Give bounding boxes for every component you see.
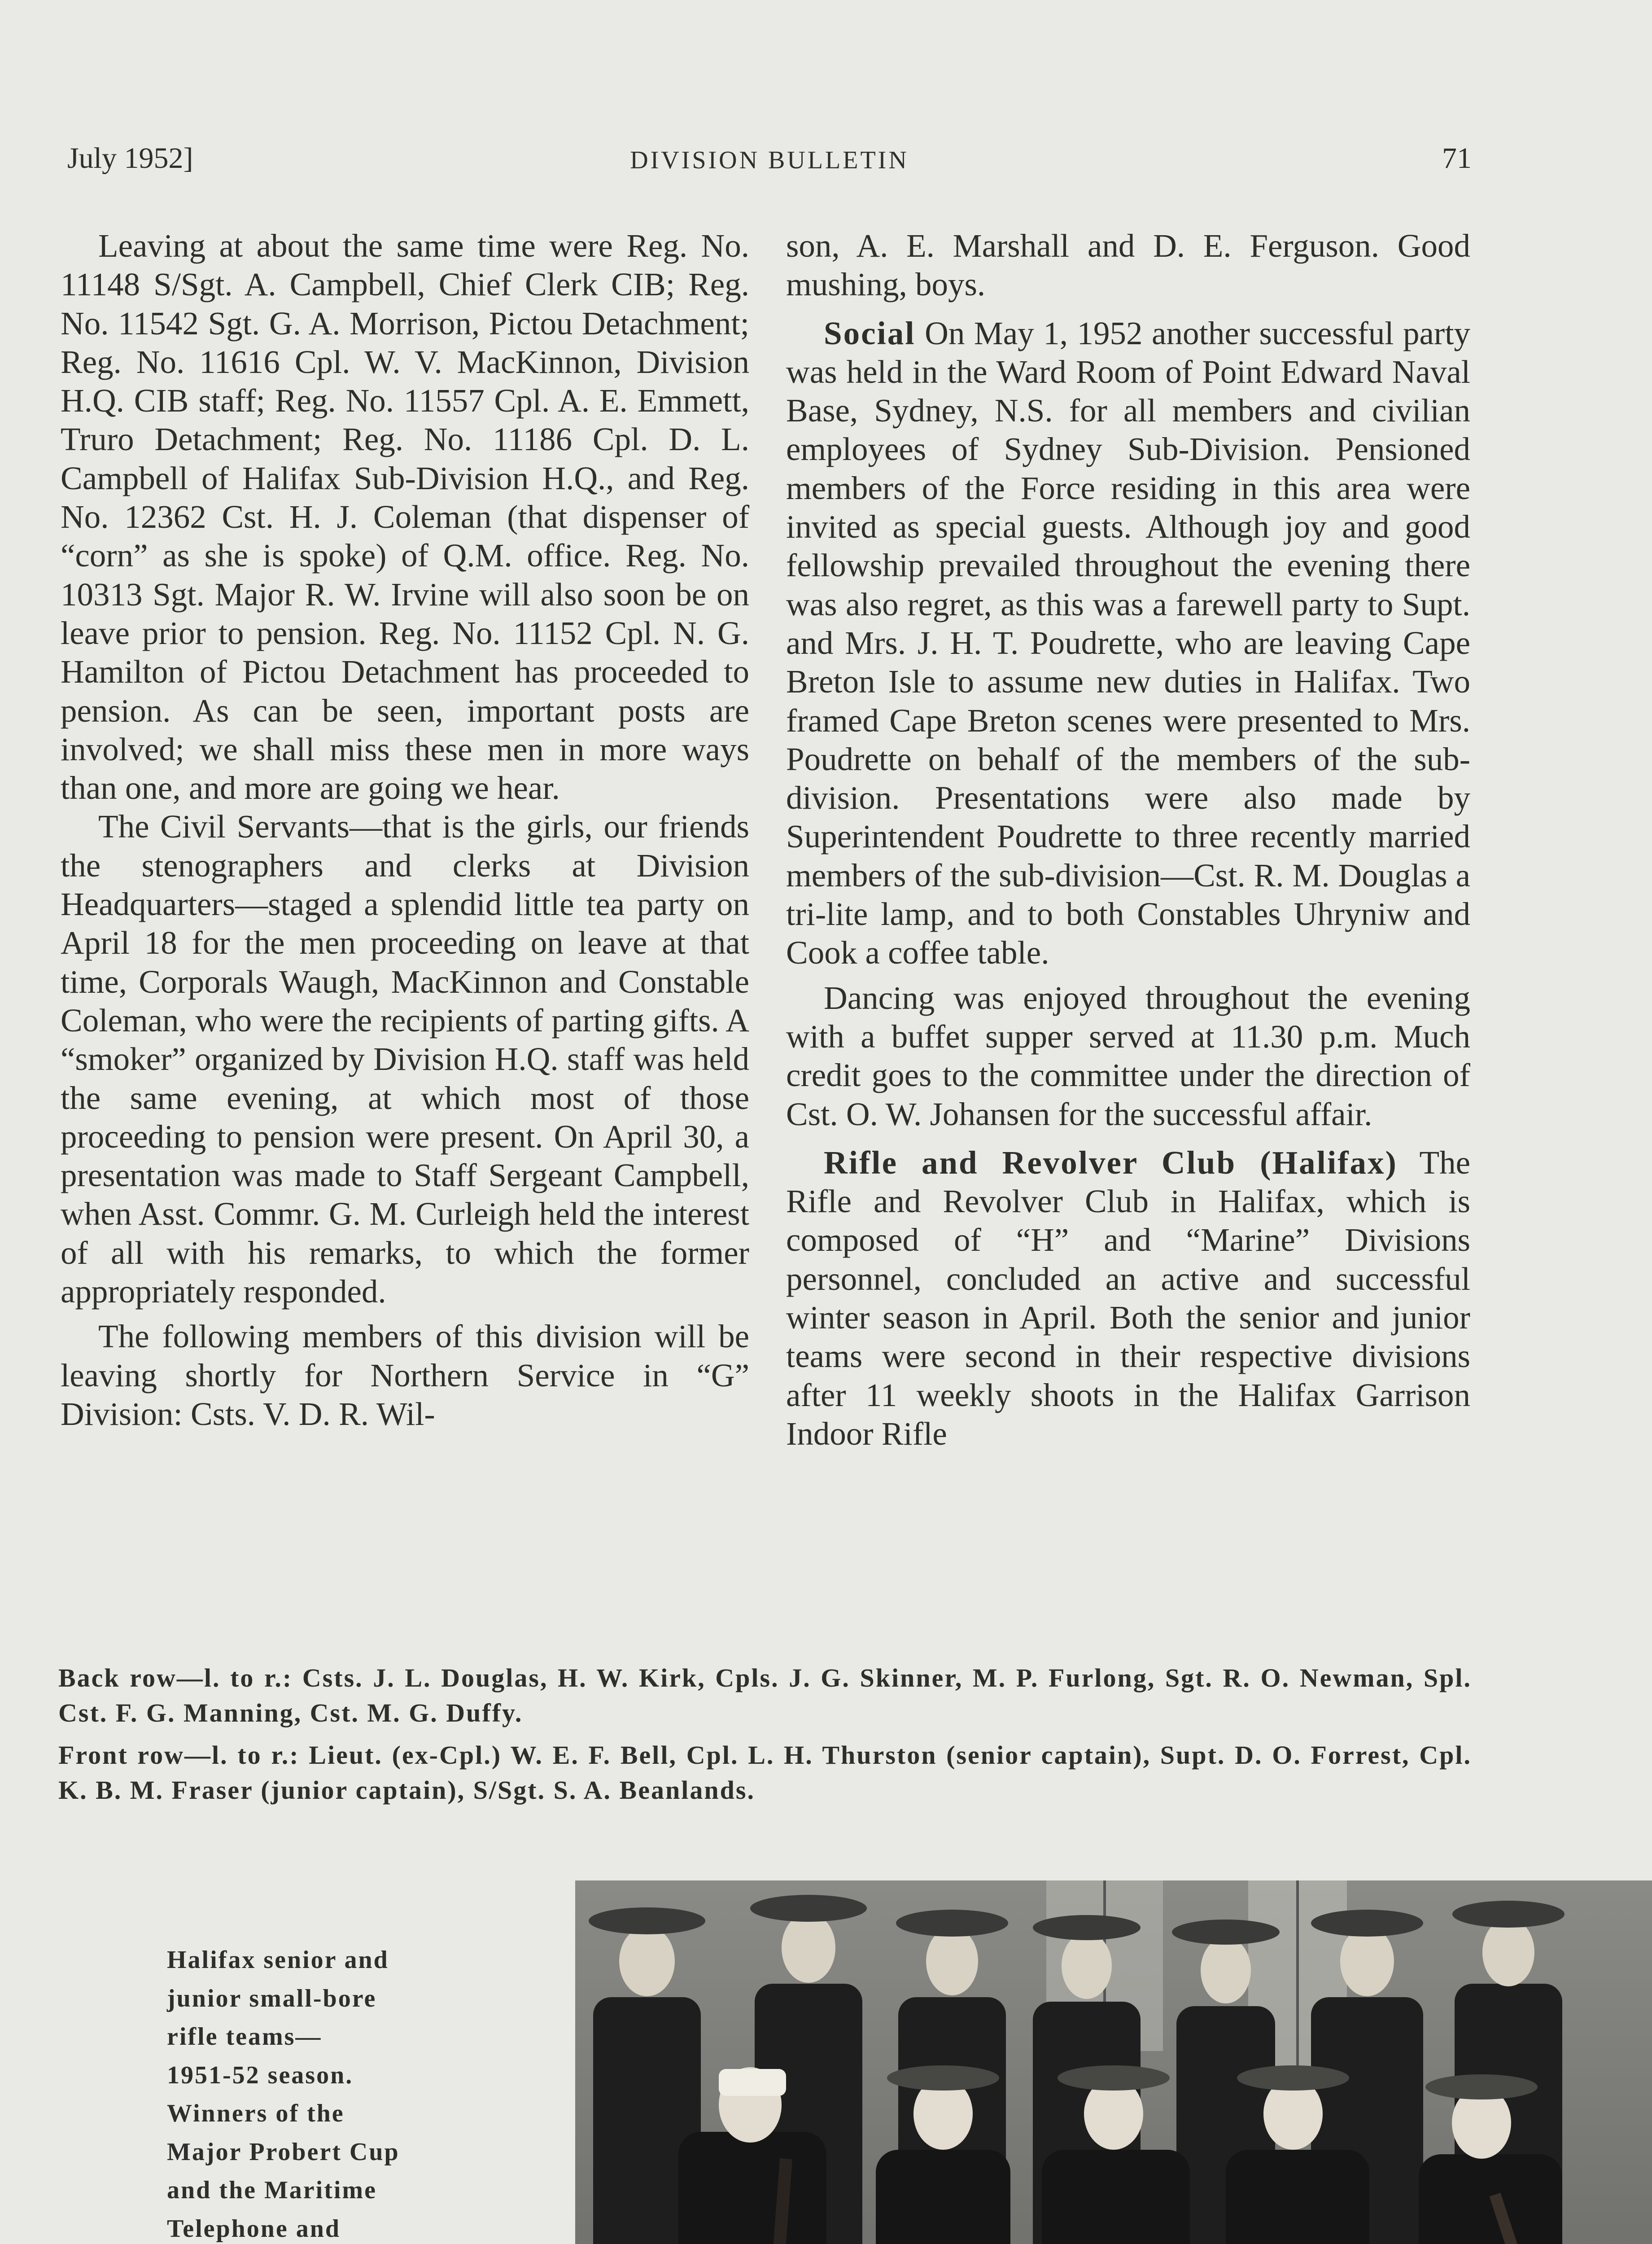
social-text: On May 1, 1952 another successful party was held in the Ward Room of Point Edward Naval Base, Sydney, N.S. for all members and civilian employees of Sydney Sub-Division. Pensioned members of the Force residing in this area were invited as special guests. Although joy and good fellowship prevailed throughout the evening there was also regret, as this was a farewell party to Supt. and Mrs. J. H. T. Poudrette, who are leaving Cape Breton Isle to assume new duties in Halifax. Two framed Cape Breton scenes were presented to Mrs. Poudrette on behalf of the members of the sub-division. Presentations were also made by Superintendent Poudrette to three recently married members of the sub-division—Cst. R. M. Douglas a tri-lite lamp, and to both Constables Uhryniw and Cook a coffee table.: [786, 315, 1471, 971]
side-caption-line: Major Probert Cup: [167, 2138, 400, 2166]
paragraph-leaving: Leaving at about the same time were Reg. No. 11148 S/Sgt. A. Campbell, Chief Clerk CIB; Reg. No. 11542 Sgt. G. A. Morrison, Pictou Detachment; Reg. No. 11616 Cpl. W. V. MacKinnon, Division H.Q. CIB staff; Reg. No. 11557 Cpl. A. E. Emmett, Truro Detachment; Reg. No. 11186 Cpl. D. L. Campbell of Halifax Sub-Division H.Q., and Reg. No. 12362 Cst. H. J. Coleman (that dispenser of “corn” as she is spoke) of Q.M. office. Reg. No. 10313 Sgt. Major R. W. Irvine will also soon be on leave prior to pension. Reg. No. 11152 Cpl. N. G. Hamilton of Pictou Detachment has proceeded to pension. As can be seen, important posts are involved; we shall miss these men in more ways than one, and more are going we hear.: [61, 228, 749, 806]
paragraph-northern-service: The following members of this division will be leaving shortly for Northern Service in “G” Division: Csts. V. D. R. Wil-: [61, 1318, 749, 1432]
right-column: [786, 227, 1470, 1453]
paragraph-continuation: son, A. E. Marshall and D. E. Ferguson. Good mushing, boys.: [786, 228, 1470, 303]
issue-date: July 1952]: [67, 142, 193, 175]
section-heading-social: Social: [824, 315, 916, 351]
side-caption-line: Halifax senior and: [167, 1946, 389, 1974]
side-caption: [167, 1941, 517, 2244]
paragraph-dancing: Dancing was enjoyed throughout the evening with a buffet supper served at 11.30 p.m. Much credit goes to the committee under the direction of Cst. O. W. Johansen for the successful affair.: [786, 979, 1470, 1132]
side-caption-line: rifle teams—: [167, 2023, 322, 2051]
team-photograph: [575, 1880, 1652, 2244]
caption-front-row: Front row—l. to r.: Lieut. (ex-Cpl.) W. E. F. Bell, Cpl. L. H. Thurston (senior captain), Supt. D. O. Forrest, Cpl. K. B. M. Fraser (junior captain), S/Sgt. S. A. Beanlands.: [58, 1740, 1472, 1805]
side-caption-line: Telephone and: [167, 2214, 341, 2243]
rifle-club-text: The Rifle and Revolver Club in Halifax, which is composed of “H” and “Marine” Divisions personnel, concluded an active and successful winter season in April. Both the senior and junior teams were second in their respective divisions after 11 weekly shoots in the Halifax Garrison Indoor Rifle: [786, 1144, 1470, 1452]
section-heading-rifle-club: Rifle and Revolver Club (Halifax): [824, 1144, 1398, 1181]
left-column: [61, 227, 749, 1433]
paragraph-rifle-club: [786, 1144, 1470, 1453]
side-caption-line: and the Maritime: [167, 2176, 377, 2204]
publication-title: DIVISION BULLETIN: [630, 146, 909, 174]
side-caption-line: junior small-bore: [167, 1984, 377, 2012]
side-caption-line: 1951-52 season.: [167, 2061, 354, 2089]
photo-caption: [58, 1661, 1472, 1808]
paragraph-social: [786, 314, 1470, 973]
caption-back-row: Back row—l. to r.: Csts. J. L. Douglas, H. W. Kirk, Cpls. J. G. Skinner, M. P. Furlong, Sgt. R. O. Newman, Spl. Cst. F. G. Manning, Cst. M. G. Duffy.: [58, 1663, 1472, 1727]
page-number: 71: [1442, 142, 1472, 175]
side-caption-line: Winners of the: [167, 2099, 345, 2127]
paragraph-civil-servants: The Civil Servants—that is the girls, our friends the stenographers and clerks at Division Headquarters—staged a splendid little tea party on April 18 for the men proceeding on leave at that time, Corporals Waugh, MacKinnon and Constable Coleman, who were the recipients of parting gifts. A “smoker” organized by Division H.Q. staff was held the same evening, at which most of those proceeding to pension were present. On April 30, a presentation was made to Staff Sergeant Campbell, when Asst. Commr. G. M. Curleigh held the interest of all with his remarks, to which the former appropriately responded.: [61, 808, 749, 1310]
running-head: [67, 141, 1472, 177]
